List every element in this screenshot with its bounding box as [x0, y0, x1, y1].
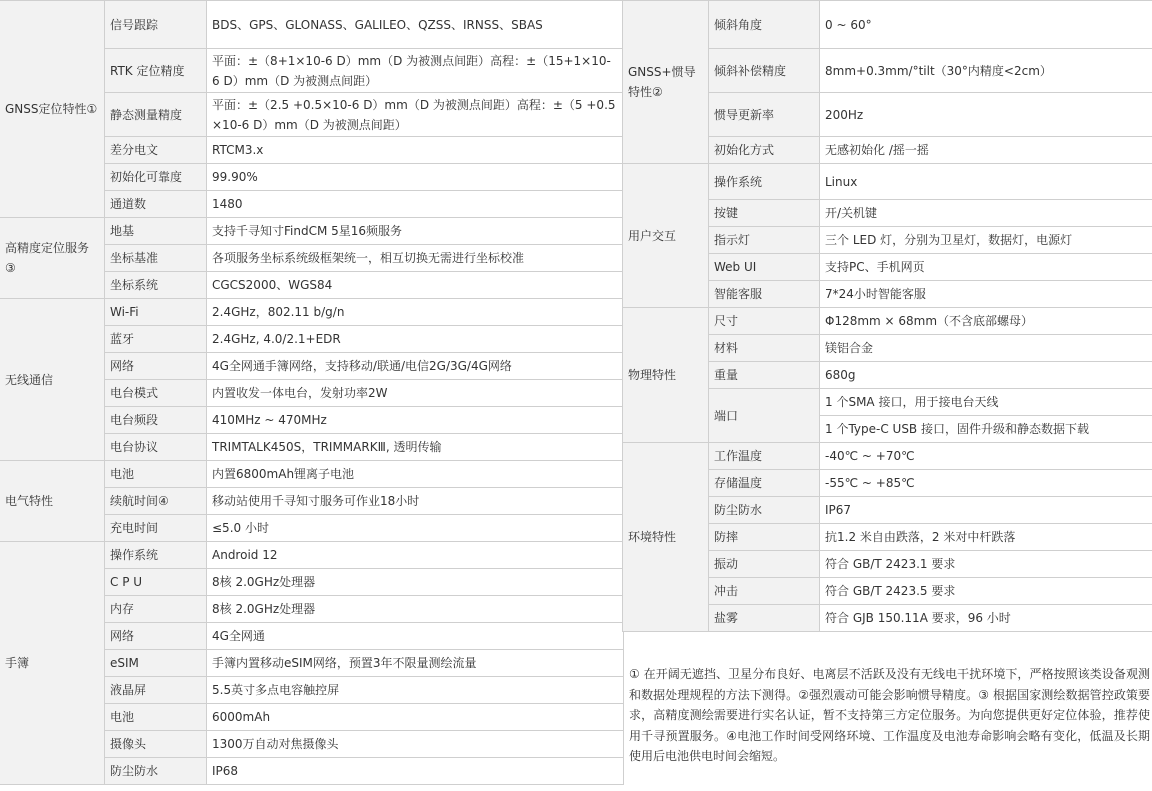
spec-name: 静态测量精度: [105, 93, 207, 137]
spec-value: 平面：±（8+1×10-6 D）mm（D 为被测点间距）高程：±（15+1×10-6 D）mm（D 为被测点间距）: [207, 49, 624, 93]
spec-value: 0 ~ 60°: [820, 1, 1152, 49]
spec-row: [623, 164, 1152, 200]
spec-value: RTCM3.x: [207, 137, 624, 164]
spec-value: 2.4GHz, 4.0/2.1+EDR: [207, 326, 624, 353]
spec-name: 液晶屏: [105, 677, 207, 704]
category-cell: 手簿: [0, 542, 105, 785]
spec-name: 电台协议: [105, 434, 207, 461]
spec-value: 符合 GB/T 2423.1 要求: [820, 551, 1152, 578]
spec-name: 尺寸: [709, 308, 820, 335]
spec-value: -40℃ ~ +70℃: [820, 443, 1152, 470]
spec-name: 按键: [709, 200, 820, 227]
spec-value: 三个 LED 灯，分别为卫星灯，数据灯，电源灯: [820, 227, 1152, 254]
spec-value: 支持千寻知寸FindCM 5星16频服务: [207, 218, 624, 245]
spec-value: 符合 GJB 150.11A 要求，96 小时: [820, 605, 1152, 632]
spec-name: 电池: [105, 461, 207, 488]
spec-row: [0, 461, 624, 488]
spec-name: 地基: [105, 218, 207, 245]
spec-value: 抗1.2 米自由跌落，2 米对中杆跌落: [820, 524, 1152, 551]
spec-value: 4G全网通: [207, 623, 624, 650]
spec-name: 续航时间④: [105, 488, 207, 515]
spec-name: 通道数: [105, 191, 207, 218]
spec-name: 防尘防水: [709, 497, 820, 524]
spec-name: 操作系统: [709, 164, 820, 200]
spec-value: ≤5.0 小时: [207, 515, 624, 542]
spec-value: Φ128mm × 68mm（不含底部螺母）: [820, 308, 1152, 335]
spec-name: 冲击: [709, 578, 820, 605]
spec-value: 8核 2.0GHz处理器: [207, 569, 624, 596]
spec-value: 支持PC、手机网页: [820, 254, 1152, 281]
category-cell: GNSS定位特性①: [0, 1, 105, 218]
spec-name: Wi-Fi: [105, 299, 207, 326]
spec-value: 6000mAh: [207, 704, 624, 731]
spec-row: [623, 1, 1152, 49]
spec-value: 8mm+0.3mm/°tilt（30°内精度<2cm）: [820, 49, 1152, 93]
spec-name: 端口: [709, 389, 820, 443]
spec-name: Web UI: [709, 254, 820, 281]
spec-name: 防摔: [709, 524, 820, 551]
spec-value: 各项服务坐标系统级框架统一，相互切换无需进行坐标校准: [207, 245, 624, 272]
footnotes: ① 在开阔无遮挡、卫星分布良好、电离层不活跃及没有无线电干扰环境下，严格按照该类设备观测和数据处理规程的方法下测得。②强烈震动可能会影响惯导精度。③ 根据国家测绘数据管控政策要求，高精度测绘需要进行实名认证，暂不支持第三方定位服务。为向您提供更好定位体验，推荐使用千寻预置服务。④电池工作时间受网络环境、工作温度及电池寿命影响会略有变化，低温及长期使用后电池供电时间会缩短。: [629, 667, 1150, 763]
spec-value: 8核 2.0GHz处理器: [207, 596, 624, 623]
spec-row: [623, 308, 1152, 335]
spec-value: Linux: [820, 164, 1152, 200]
category-cell: 电气特性: [0, 461, 105, 542]
spec-name: 电台频段: [105, 407, 207, 434]
spec-name: 振动: [709, 551, 820, 578]
spec-value: 无感初始化 /摇一摇: [820, 137, 1152, 164]
spec-name: 重量: [709, 362, 820, 389]
spec-value: 镁铝合金: [820, 335, 1152, 362]
spec-value: 99.90%: [207, 164, 624, 191]
spec-name: 倾斜补偿精度: [709, 49, 820, 93]
spec-value: 1300万自动对焦摄像头: [207, 731, 624, 758]
spec-name: 信号跟踪: [105, 1, 207, 49]
spec-value: 符合 GB/T 2423.5 要求: [820, 578, 1152, 605]
spec-name: 摄像头: [105, 731, 207, 758]
category-cell: GNSS+惯导特性②: [623, 1, 709, 164]
spec-name: 初始化可靠度: [105, 164, 207, 191]
category-cell: 环境特性: [623, 443, 709, 632]
spec-value: 平面：±（2.5 +0.5×10-6 D）mm（D 为被测点间距）高程：±（5 +0.5×10-6 D）mm（D 为被测点间距）: [207, 93, 624, 137]
spec-value: 4G全网通手簿网络，支持移动/联通/电信2G/3G/4G网络: [207, 353, 624, 380]
spec-name: 盐雾: [709, 605, 820, 632]
spec-value: 5.5英寸多点电容触控屏: [207, 677, 624, 704]
spec-table-right: [622, 0, 1152, 632]
spec-value: 1480: [207, 191, 624, 218]
spec-row: [623, 443, 1152, 470]
spec-name: 防尘防水: [105, 758, 207, 785]
category-cell: 用户交互: [623, 164, 709, 308]
spec-value: 1 个SMA 接口，用于接电台天线: [820, 389, 1152, 416]
spec-name: 蓝牙: [105, 326, 207, 353]
spec-value: 内置收发一体电台，发射功率2W: [207, 380, 624, 407]
spec-value: 410MHz ~ 470MHz: [207, 407, 624, 434]
spec-name: 差分电文: [105, 137, 207, 164]
spec-name: 内存: [105, 596, 207, 623]
spec-value: BDS、GPS、GLONASS、GALILEO、QZSS、IRNSS、SBAS: [207, 1, 624, 49]
spec-value: CGCS2000、WGS84: [207, 272, 624, 299]
spec-name: eSIM: [105, 650, 207, 677]
spec-value: IP68: [207, 758, 624, 785]
spec-name: 坐标基准: [105, 245, 207, 272]
spec-name: 网络: [105, 623, 207, 650]
spec-name: 智能客服: [709, 281, 820, 308]
category-cell: 物理特性: [623, 308, 709, 443]
spec-value: 7*24小时智能客服: [820, 281, 1152, 308]
spec-name: 网络: [105, 353, 207, 380]
spec-value: 开/关机键: [820, 200, 1152, 227]
spec-value: 200Hz: [820, 93, 1152, 137]
spec-name: 存储温度: [709, 470, 820, 497]
spec-value: 移动站使用千寻知寸服务可作业18小时: [207, 488, 624, 515]
spec-name: 倾斜角度: [709, 1, 820, 49]
spec-name: 电台模式: [105, 380, 207, 407]
spec-name: 工作温度: [709, 443, 820, 470]
spec-value: TRIMTALK450S，TRIMMARKⅢ, 透明传输: [207, 434, 624, 461]
spec-name: 坐标系统: [105, 272, 207, 299]
spec-value: 内置6800mAh锂离子电池: [207, 461, 624, 488]
spec-name: 操作系统: [105, 542, 207, 569]
spec-name: 电池: [105, 704, 207, 731]
spec-value: -55℃ ~ +85℃: [820, 470, 1152, 497]
spec-name: RTK 定位精度: [105, 49, 207, 93]
spec-value: Android 12: [207, 542, 624, 569]
spec-name: C P U: [105, 569, 207, 596]
spec-value: 1 个Type-C USB 接口，固件升级和静态数据下载: [820, 416, 1152, 443]
spec-row: [0, 542, 624, 569]
spec-value: 2.4GHz，802.11 b/g/n: [207, 299, 624, 326]
spec-name: 材料: [709, 335, 820, 362]
spec-name: 充电时间: [105, 515, 207, 542]
spec-row: [0, 1, 624, 49]
spec-row: [0, 218, 624, 245]
spec-value: 手簿内置移动eSIM网络，预置3年不限量测绘流量: [207, 650, 624, 677]
spec-name: 惯导更新率: [709, 93, 820, 137]
category-cell: 高精度定位服务③: [0, 218, 105, 299]
spec-name: 指示灯: [709, 227, 820, 254]
spec-value: 680g: [820, 362, 1152, 389]
spec-value: IP67: [820, 497, 1152, 524]
spec-name: 初始化方式: [709, 137, 820, 164]
category-cell: 无线通信: [0, 299, 105, 461]
spec-row: [0, 299, 624, 326]
